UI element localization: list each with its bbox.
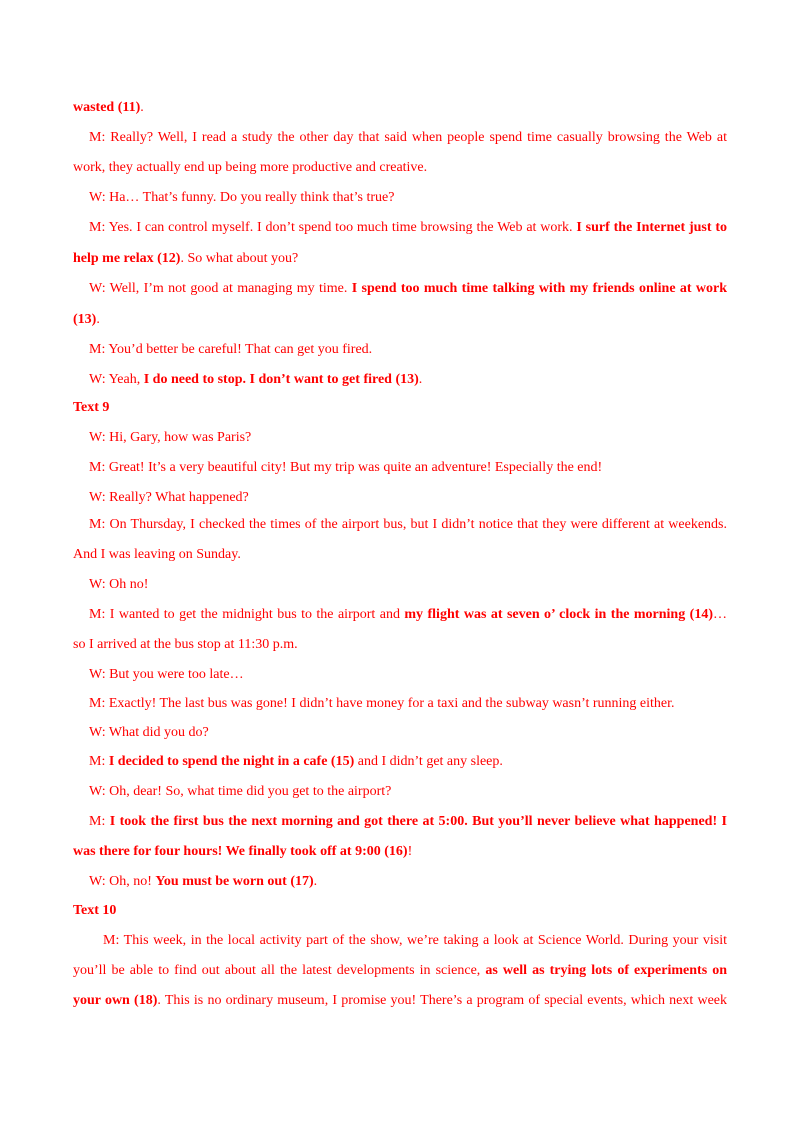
- line-2: M: Really? Well, I read a study the other day that said when people spend time casually browsing the Web at: [89, 130, 727, 145]
- line-20: W: But you were too late…: [89, 667, 244, 682]
- line-19: so I arrived at the bus stop at 11:30 p.m.: [73, 637, 298, 652]
- line-17: W: Oh no!: [89, 577, 149, 592]
- line-18: M: I wanted to get the midnight bus to the airport and my flight was at seven o’ clock in the morning (14)…: [89, 607, 727, 622]
- line-27: W: Oh, no! You must be worn out (17).: [89, 874, 318, 889]
- line-15: M: On Thursday, I checked the times of the airport bus, but I didn’t notice that they were different at weekends.: [89, 517, 727, 532]
- line-9: M: You’d better be careful! That can get you fired.: [89, 342, 373, 357]
- line-30: you’ll be able to find out about all the latest developments in science, as well as trying lots of experiments on: [73, 963, 727, 978]
- line-3: work, they actually end up being more productive and creative.: [73, 160, 428, 175]
- line-25: M: I took the first bus the next morning and got there at 5:00. But you’ll never believe what happened! I: [89, 814, 727, 829]
- line-8: (13).: [73, 312, 100, 327]
- line-5: M: Yes. I can control myself. I don’t spend too much time browsing the Web at work. I surf the Internet just to: [89, 220, 727, 235]
- line-26: was there for four hours! We finally took off at 9:00 (16)!: [73, 844, 413, 859]
- line-7: W: Well, I’m not good at managing my time. I spend too much time talking with my friends online at work: [89, 281, 727, 296]
- line-10: W: Yeah, I do need to stop. I don’t want to get fired (13).: [89, 372, 423, 387]
- line-24: W: Oh, dear! So, what time did you get to the airport?: [89, 784, 392, 799]
- section-heading-text-9: Text 9: [73, 400, 110, 415]
- line-16: And I was leaving on Sunday.: [73, 547, 241, 562]
- line-14: W: Really? What happened?: [89, 490, 249, 505]
- line-23: M: I decided to spend the night in a cafe (15) and I didn’t get any sleep.: [89, 754, 503, 769]
- line-6: help me relax (12). So what about you?: [73, 251, 299, 266]
- line-4: W: Ha… That’s funny. Do you really think that’s true?: [89, 190, 395, 205]
- line-1: wasted (11).: [73, 100, 144, 115]
- line-29: M: This week, in the local activity part of the show, we’re taking a look at Science World. During your visit: [103, 933, 727, 948]
- section-heading-text-10: Text 10: [73, 903, 117, 918]
- line-31: your own (18). This is no ordinary museum, I promise you! There’s a program of special events, which next week: [73, 993, 727, 1008]
- line-22: W: What did you do?: [89, 725, 209, 740]
- line-21: M: Exactly! The last bus was gone! I didn’t have money for a taxi and the subway wasn’t running either.: [89, 696, 675, 711]
- line-13: M: Great! It’s a very beautiful city! But my trip was quite an adventure! Especially the end!: [89, 460, 603, 475]
- line-12: W: Hi, Gary, how was Paris?: [89, 430, 252, 445]
